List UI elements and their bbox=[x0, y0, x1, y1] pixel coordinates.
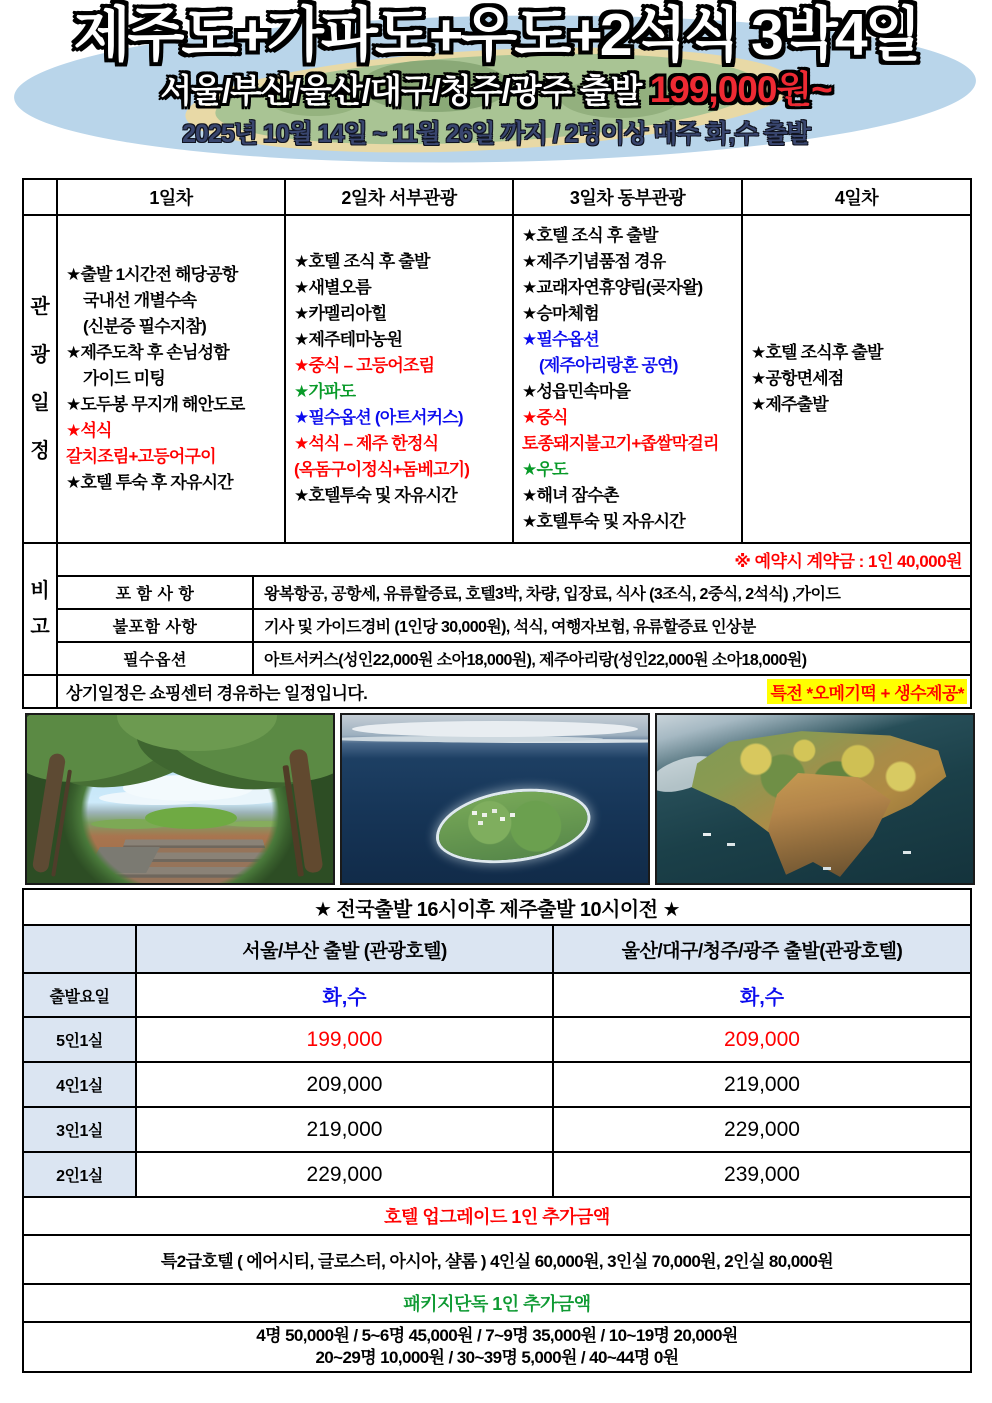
itinerary-item: ★카멜리아힐 bbox=[294, 304, 387, 323]
day4-header: 4일차 bbox=[742, 179, 971, 215]
package-header: 패키지단독 1인 추가금액 bbox=[23, 1284, 971, 1322]
bonus-highlight: 특전 *오메기떡 + 생수제공* bbox=[767, 679, 967, 704]
price-value: 209,000 bbox=[553, 1017, 971, 1062]
required-option-value: 아트서커스(성인22,000원 소아18,000원), 제주아리랑(성인22,000원 소아18,000원) bbox=[253, 642, 971, 675]
itinerary-item: ★제주테마농원 bbox=[294, 330, 403, 349]
itinerary-item: ★호텔 조식 후 출발 bbox=[294, 252, 430, 271]
row-label: 3인1실 bbox=[23, 1107, 136, 1152]
day4-cell bbox=[742, 215, 971, 543]
row-label: 2인1실 bbox=[23, 1152, 136, 1197]
package-detail bbox=[23, 1322, 971, 1372]
package-detail-line1: 4명 50,000원 / 5~6명 45,000원 / 7~9명 35,000원 / 10~19명 20,000원 bbox=[256, 1326, 738, 1345]
included-label: 포 함 사 항 bbox=[57, 576, 253, 609]
not-included-label: 불포함 사항 bbox=[57, 609, 253, 642]
shopping-note-row bbox=[23, 675, 971, 708]
itinerary-item: 가이드 미팅 bbox=[83, 369, 166, 388]
date-range-line: 2025년 10월 14일 ~ 11월 26일 까지 / 2명이상 매주 화,수 출발 bbox=[182, 119, 810, 148]
itinerary-item: 갈치조림+고등어구이 bbox=[66, 447, 216, 466]
itinerary-item: ★석식 – 제주 한정식 bbox=[294, 434, 439, 453]
itinerary-item: ★호텔 조식 후 출발 bbox=[522, 226, 658, 245]
day1-cell bbox=[57, 215, 285, 543]
col-b-header: 울산/대구/청주/광주 출발(관광호텔) bbox=[553, 925, 971, 973]
boat-dots bbox=[703, 833, 711, 836]
hero-banner bbox=[0, 0, 992, 178]
row-label: 5인1실 bbox=[23, 1017, 136, 1062]
village-dots bbox=[472, 811, 477, 815]
price-header-row bbox=[23, 925, 971, 973]
itinerary-item: ★호텔 투숙 후 자유시간 bbox=[66, 473, 233, 492]
itinerary-item: ★중식 bbox=[522, 408, 568, 427]
package-header-row bbox=[23, 1284, 971, 1322]
itinerary-table bbox=[22, 178, 972, 544]
itinerary-header-row bbox=[23, 179, 971, 215]
departure-days-a: 화,수 bbox=[136, 973, 553, 1017]
price-corner-cell bbox=[23, 925, 136, 973]
photo-strip bbox=[25, 713, 992, 885]
shopping-note: 상기일정은 쇼핑센터 경유하는 일정입니다. bbox=[66, 684, 368, 703]
itinerary-item: 국내선 개별수속 bbox=[83, 291, 197, 310]
itinerary-item: ★필수옵션 (아트서커스) bbox=[294, 408, 463, 427]
price-value: 219,000 bbox=[553, 1062, 971, 1107]
departure-cities-line bbox=[0, 70, 992, 111]
itinerary-item: ★해녀 잠수촌 bbox=[522, 486, 619, 505]
departure-banner-row bbox=[23, 889, 971, 925]
itinerary-item: ★필수옵션 bbox=[522, 330, 599, 349]
itinerary-item: ★호텔투숙 및 자유시간 bbox=[294, 486, 457, 505]
itinerary-item: 토종돼지불고기+좁쌀막걸리 bbox=[522, 434, 719, 453]
not-included-value: 기사 및 가이드경비 (1인당 30,000원), 석식, 여행자보험, 유류할증료 인상분 bbox=[253, 609, 971, 642]
departure-days-b: 화,수 bbox=[553, 973, 971, 1017]
itinerary-item: ★호텔투숙 및 자유시간 bbox=[522, 512, 685, 531]
itinerary-item: (옥돔구이정식+돔베고기) bbox=[294, 460, 470, 479]
price-row-4 bbox=[23, 1062, 971, 1107]
required-option-row bbox=[23, 642, 971, 675]
day3-cell bbox=[513, 215, 742, 543]
not-included-row bbox=[23, 609, 971, 642]
itinerary-item: ★교래자연휴양림(곶자왈) bbox=[522, 278, 703, 297]
empty-corner-cell bbox=[23, 675, 57, 708]
itinerary-side-label: 관 광 일 정 bbox=[23, 215, 57, 543]
row-label: 4인1실 bbox=[23, 1062, 136, 1107]
itinerary-item: ★중식 – 고등어조림 bbox=[294, 356, 435, 375]
deposit-row bbox=[23, 543, 971, 576]
deposit-note: ※ 예약시 계약금 : 1인 40,000원 bbox=[57, 543, 971, 576]
cloud-shape bbox=[352, 721, 638, 737]
departure-day-row bbox=[23, 973, 971, 1017]
price-value: 229,000 bbox=[136, 1152, 553, 1197]
island-shape bbox=[434, 783, 592, 869]
itinerary-item: ★도두봉 무지개 해안도로 bbox=[66, 395, 245, 414]
hotel-upgrade-detail: 특2급호텔 ( 에어시티, 글로스터, 아시아, 샬롬 ) 4인실 60,000원, 3인실 70,000원, 2인실 80,000원 bbox=[23, 1235, 971, 1284]
price-table bbox=[22, 888, 972, 1373]
price-value: 199,000 bbox=[136, 1017, 553, 1062]
price-row-2 bbox=[23, 1152, 971, 1197]
col-a-header: 서울/부산 출발 (관광호텔) bbox=[136, 925, 553, 973]
package-detail-row bbox=[23, 1322, 971, 1372]
page-title: 제주도+가파도+우도+2석식 3박4일 bbox=[73, 2, 919, 68]
tree-tunnel-photo bbox=[25, 713, 335, 885]
gapado-island-photo bbox=[340, 713, 650, 885]
itinerary-item: (신분증 필수지참) bbox=[83, 317, 206, 336]
price-value: 219,000 bbox=[136, 1107, 553, 1152]
itinerary-item: ★석식 bbox=[66, 421, 112, 440]
day2-header: 2일차 서부관광 bbox=[285, 179, 513, 215]
itinerary-item: ★공항면세점 bbox=[751, 369, 844, 388]
itinerary-item: ★출발 1시간전 해당공항 bbox=[66, 265, 238, 284]
day1-header: 1일차 bbox=[57, 179, 285, 215]
itinerary-item: ★호텔 조식후 출발 bbox=[751, 343, 883, 362]
memo-table bbox=[22, 542, 972, 709]
included-value: 왕복항공, 공항세, 유류할증료, 호텔3박, 차량, 입장료, 식사 (3조식, 2중식, 2석식) ,가이드 bbox=[253, 576, 971, 609]
hotel-upgrade-header-row bbox=[23, 1197, 971, 1235]
price-row-3 bbox=[23, 1107, 971, 1152]
itinerary-item: ★제주기념품점 경유 bbox=[522, 252, 666, 271]
shopping-note-cell bbox=[57, 675, 971, 708]
corner-cell bbox=[23, 179, 57, 215]
itinerary-item: ★성읍민속마을 bbox=[522, 382, 631, 401]
itinerary-item: ★가파도 bbox=[294, 382, 356, 401]
itinerary-item: ★제주출발 bbox=[751, 395, 828, 414]
required-option-label: 필수옵션 bbox=[57, 642, 253, 675]
included-row bbox=[23, 576, 971, 609]
udo-island-photo bbox=[655, 713, 975, 885]
day2-cell bbox=[285, 215, 513, 543]
memo-side-label: 비 고 bbox=[23, 543, 57, 675]
price-value: 229,000 bbox=[553, 1107, 971, 1152]
departure-cities: 서울/부산/울산/대구/청주/광주 출발 bbox=[160, 72, 642, 110]
itinerary-body-row bbox=[23, 215, 971, 543]
price-row-5 bbox=[23, 1017, 971, 1062]
itinerary-item: ★제주도착 후 손님성함 bbox=[66, 343, 229, 362]
price-value: 239,000 bbox=[553, 1152, 971, 1197]
departure-banner: ★ 전국출발 16시이후 제주출발 10시이전 ★ bbox=[23, 889, 971, 925]
package-detail-line2: 20~29명 10,000원 / 30~39명 5,000원 / 40~44명 0원 bbox=[315, 1348, 679, 1367]
day3-header: 3일차 동부관광 bbox=[513, 179, 742, 215]
itinerary-item: ★새별오름 bbox=[294, 278, 371, 297]
price-from: 199,000원~ bbox=[649, 69, 832, 111]
row-label: 출발요일 bbox=[23, 973, 136, 1017]
itinerary-item: (제주아리랑혼 공연) bbox=[539, 356, 678, 375]
itinerary-item: ★승마체험 bbox=[522, 304, 599, 323]
hotel-upgrade-detail-row bbox=[23, 1235, 971, 1284]
itinerary-item: ★우도 bbox=[522, 460, 568, 479]
price-value: 209,000 bbox=[136, 1062, 553, 1107]
hotel-upgrade-header: 호텔 업그레이드 1인 추가금액 bbox=[23, 1197, 971, 1235]
